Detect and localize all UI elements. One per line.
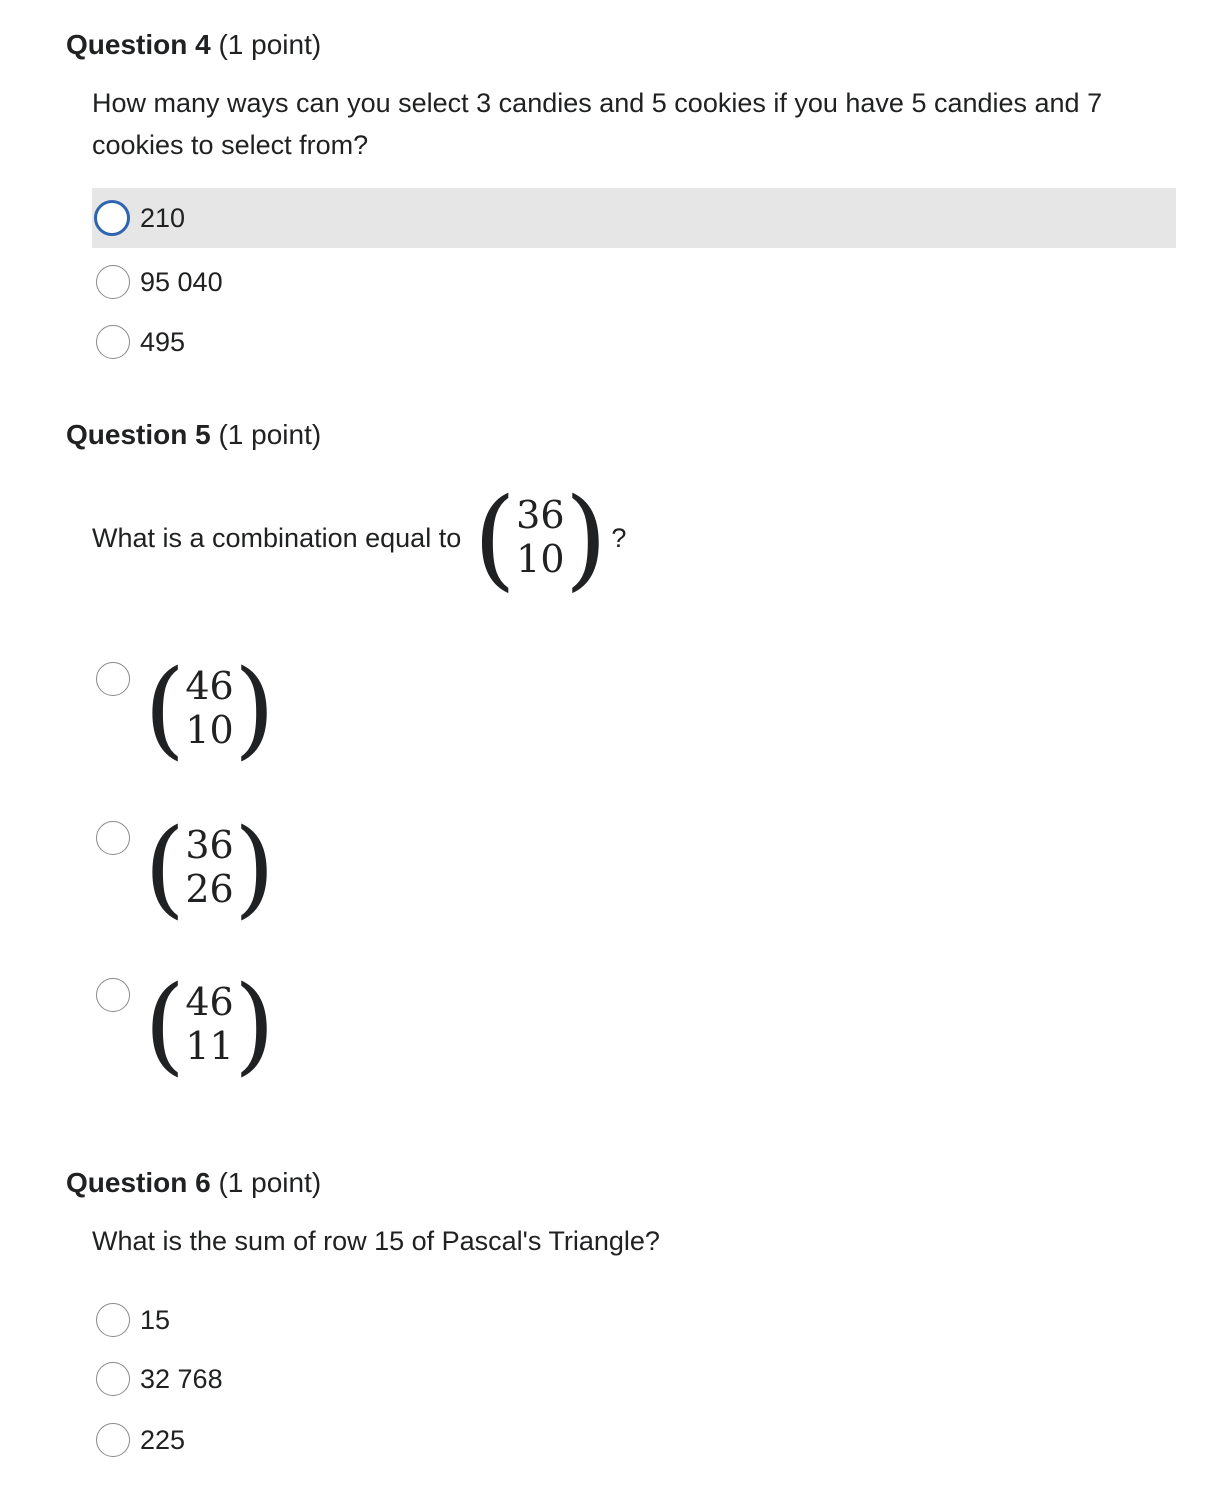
q4-option-1[interactable] [92,188,1176,248]
radio-button[interactable] [94,200,130,236]
binom-bottom: 11 [185,1024,234,1068]
option-label: 95 040 [140,267,223,297]
option-label: 15 [140,1305,171,1335]
radio-button[interactable] [96,265,130,299]
q6-option-1[interactable] [92,1290,1176,1350]
q4-option-2[interactable] [92,252,1176,312]
question-4-title [66,28,321,62]
question-number: Question 5 [66,419,211,450]
q4-option-3[interactable] [92,312,1176,372]
question-points: (1 point) [218,29,322,60]
question-points: (1 point) [218,1167,322,1198]
radio-button[interactable] [96,1362,130,1396]
question-suffix: ? [611,522,627,553]
binom-top: 36 [516,493,565,538]
option-label: 210 [140,203,186,233]
binom-top: 46 [185,664,234,709]
binom-top: 46 [185,980,234,1025]
binomial-coefficient: ( 36 10 ) [473,474,608,602]
radio-button[interactable] [96,978,130,1012]
question-prefix: What is a combination equal to [92,522,462,553]
radio-button[interactable] [96,662,130,696]
option-label: 495 [140,327,186,357]
q6-option-3[interactable] [92,1410,1176,1470]
option-binomial: ( 36 26 ) [144,806,276,929]
radio-button[interactable] [96,1303,130,1337]
question-6-text: What is the sum of row 15 of Pascal's Triangle? [92,1226,660,1256]
question-6-title [66,1166,321,1200]
q5-option-2[interactable] [92,806,276,929]
q6-option-2[interactable] [92,1349,1176,1409]
radio-button[interactable] [96,1423,130,1457]
radio-button[interactable] [96,325,130,359]
radio-button[interactable] [96,821,130,855]
question-number: Question 4 [66,29,211,60]
question-number: Question 6 [66,1167,211,1198]
question-5-title [66,418,321,452]
binom-bottom: 26 [185,867,234,911]
binom-bottom: 10 [185,708,234,752]
binom-bottom: 10 [516,537,565,581]
question-5-text [92,474,627,602]
option-binomial: ( 46 11 ) [144,963,276,1086]
binom-top: 36 [185,823,234,868]
question-points: (1 point) [218,419,322,450]
q5-option-1[interactable] [92,647,276,770]
question-4-text: How many ways can you select 3 candies and 5 cookies if you have 5 candies and 7 cookies to select from? [92,88,1103,160]
q5-option-3[interactable] [92,963,276,1086]
option-binomial: ( 46 10 ) [144,647,276,770]
option-label: 32 768 [140,1364,223,1394]
option-label: 225 [140,1425,186,1455]
